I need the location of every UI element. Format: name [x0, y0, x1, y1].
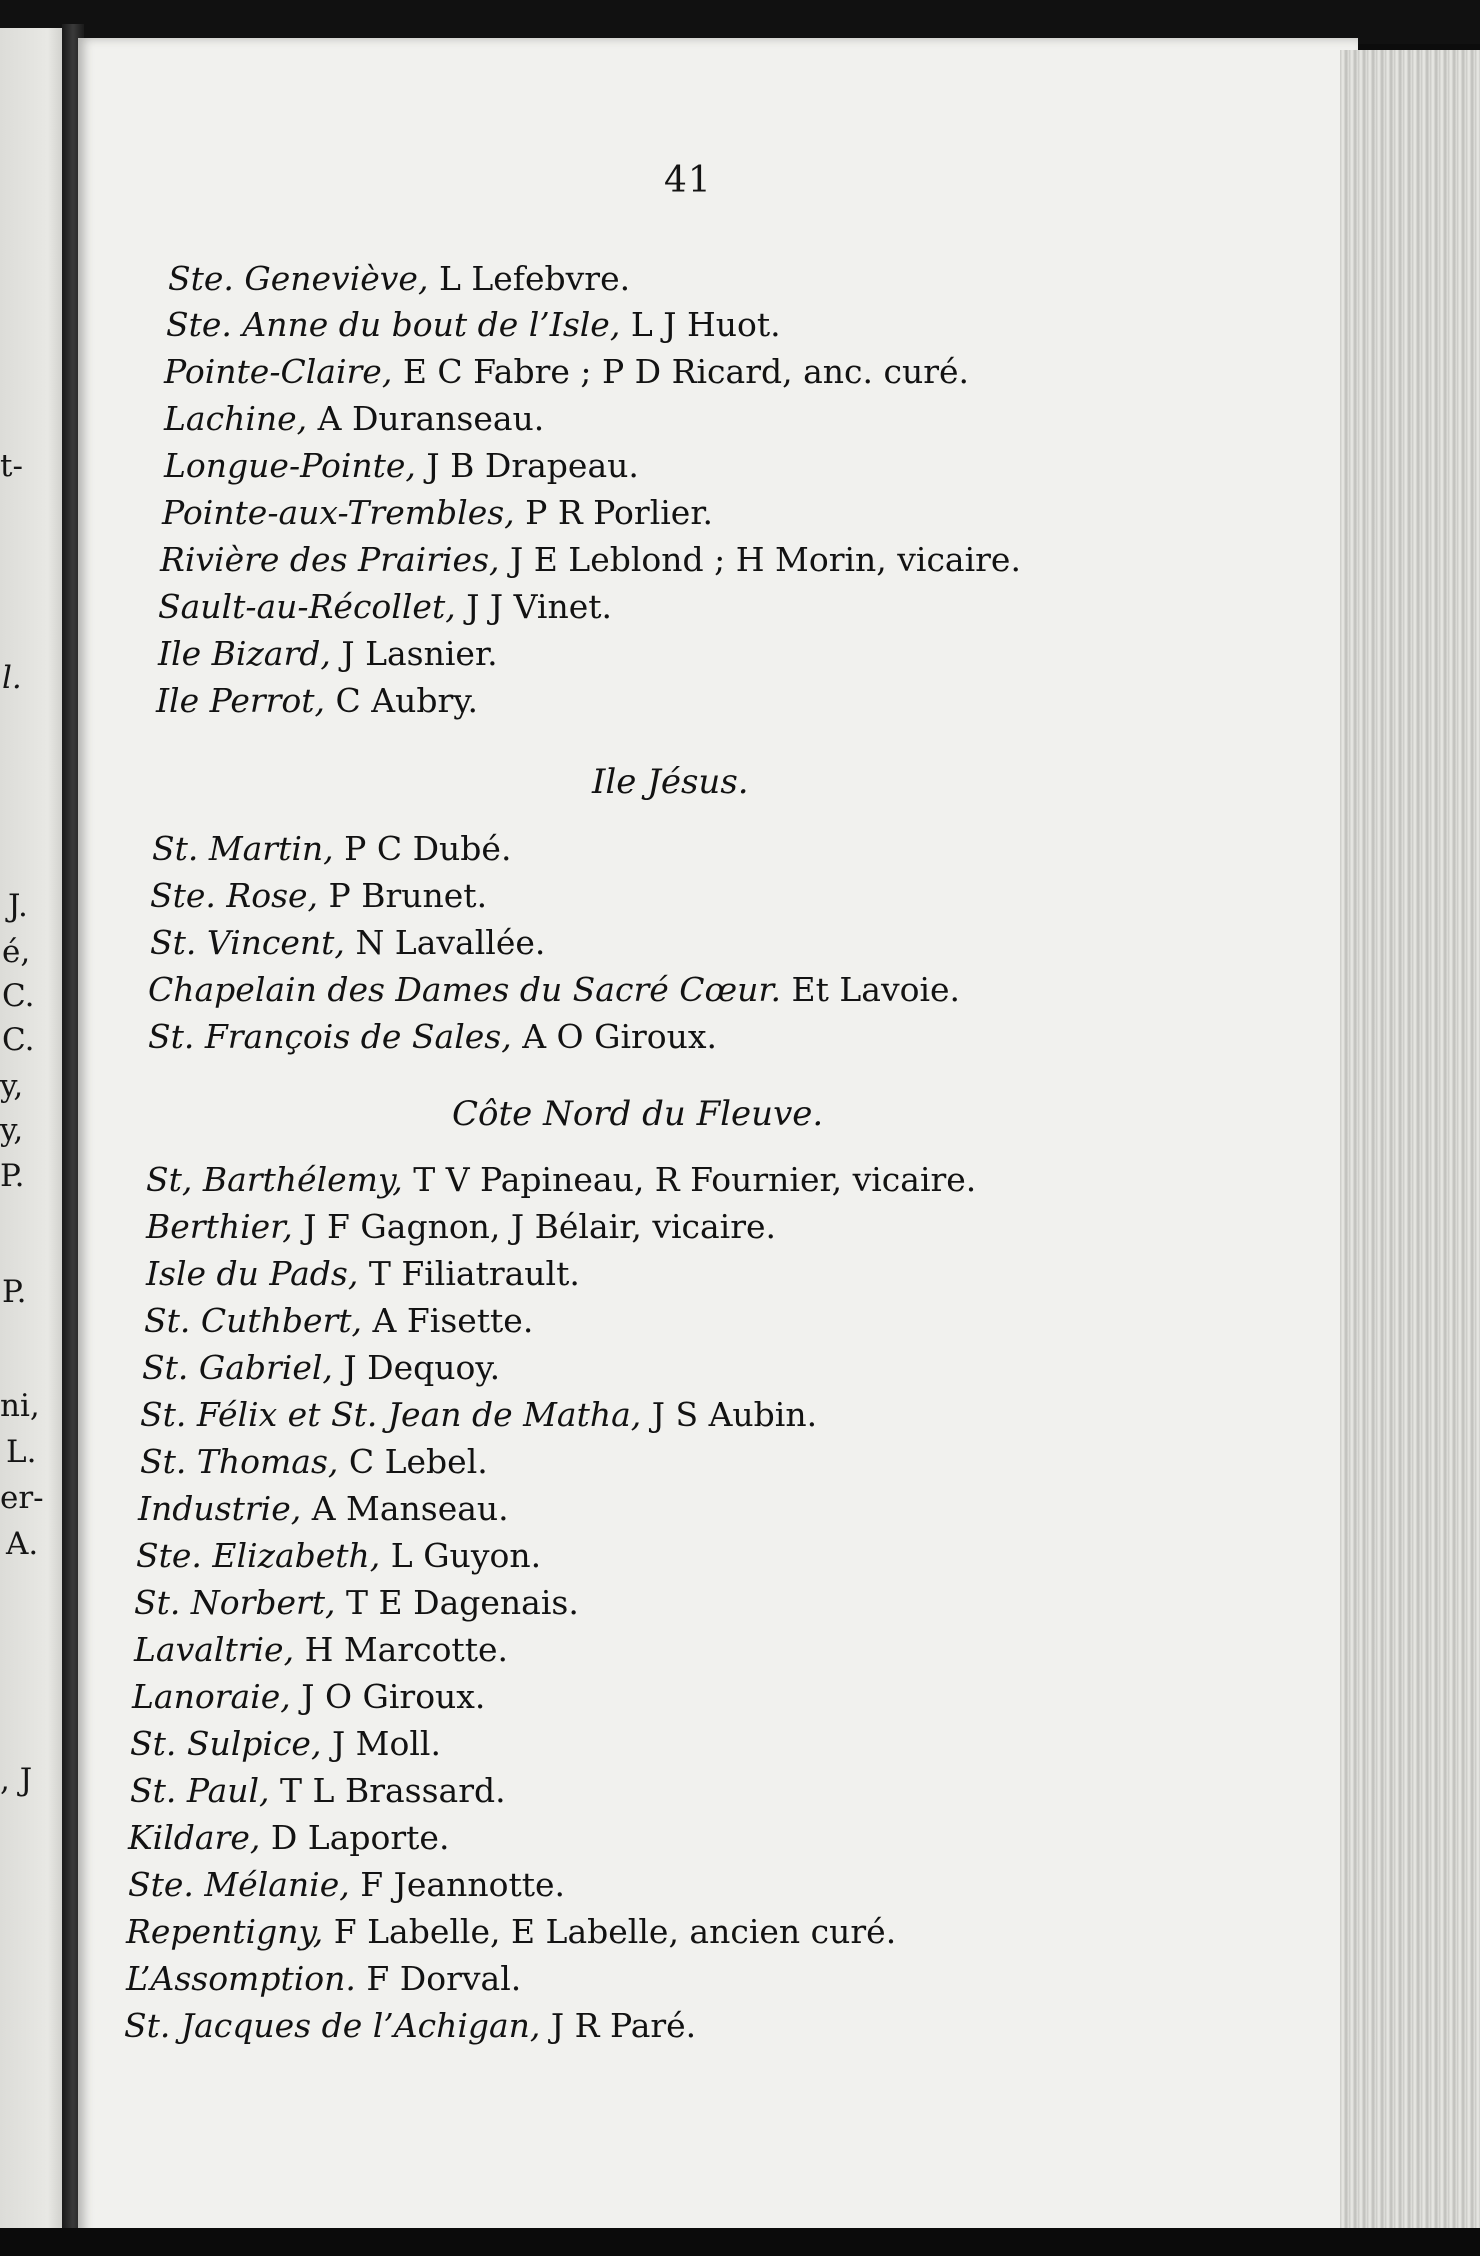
left-page-fragment: P. — [0, 1158, 25, 1194]
place-name: Repentigny, — [126, 1912, 324, 1951]
directory-entry — [156, 681, 479, 720]
section-heading: Ile Jésus. — [592, 762, 749, 802]
left-page-fragment: L. — [6, 1434, 37, 1470]
clergy-names: Et Lavoie. — [791, 970, 961, 1009]
directory-entry — [140, 1442, 488, 1481]
clergy-names: L J Huot. — [630, 305, 781, 344]
directory-entry — [160, 540, 1021, 579]
clergy-names: J S Aubin. — [651, 1395, 818, 1434]
place-name: Isle du Pads, — [146, 1254, 359, 1293]
left-page-fragment: l. — [2, 660, 22, 696]
clergy-names: J Moll. — [331, 1724, 441, 1763]
place-name: Lachine, — [164, 399, 308, 438]
clergy-names: A O Giroux. — [522, 1017, 717, 1056]
clergy-names: T V Papineau, R Fournier, vicaire. — [413, 1160, 977, 1199]
clergy-names: J F Gagnon, J Bélair, vicaire. — [303, 1207, 777, 1246]
clergy-names: J B Drapeau. — [426, 446, 639, 485]
clergy-names: L Guyon. — [390, 1536, 542, 1575]
left-page-fragment: é, — [2, 934, 31, 970]
directory-entry — [146, 1160, 977, 1199]
clergy-names: A Duranseau. — [317, 399, 545, 438]
page-number: 41 — [664, 160, 712, 201]
left-page-fragment: ni, — [0, 1388, 40, 1424]
directory-entry — [148, 970, 961, 1009]
directory-entry — [126, 1912, 897, 1951]
scan-bottom-border — [0, 2228, 1480, 2256]
directory-entry — [152, 829, 512, 868]
directory-entry — [138, 1489, 509, 1528]
directory-entry — [158, 634, 498, 673]
clergy-names: P R Porlier. — [525, 493, 713, 532]
place-name: Rivière des Prairies, — [160, 540, 500, 579]
clergy-names: J J Vinet. — [466, 587, 612, 626]
directory-entry — [134, 1630, 508, 1669]
clergy-names: H Marcotte. — [304, 1630, 508, 1669]
place-name: Chapelain des Dames du Sacré Cœur. — [148, 970, 782, 1009]
directory-entry — [124, 2006, 697, 2045]
clergy-names: L Lefebvre. — [438, 259, 631, 298]
left-page-fragment: y, — [0, 1068, 24, 1104]
place-name: St. Sulpice, — [130, 1724, 322, 1763]
directory-entry — [148, 1017, 717, 1056]
clergy-names: N Lavallée. — [355, 923, 546, 962]
directory-entry — [140, 1395, 818, 1434]
left-page-fragment: , J — [0, 1762, 33, 1798]
directory-entry — [126, 1959, 522, 1998]
place-name: St. Jacques de l’Achigan, — [124, 2006, 541, 2045]
directory-entry — [168, 259, 631, 298]
place-name: Lavaltrie, — [134, 1630, 295, 1669]
place-name: St. Gabriel, — [142, 1348, 333, 1387]
place-name: Longue-Pointe, — [164, 446, 416, 485]
directory-entry — [130, 1724, 441, 1763]
place-name: Industrie, — [138, 1489, 302, 1528]
place-name: St. Thomas, — [140, 1442, 339, 1481]
place-name: L’Assomption. — [126, 1959, 356, 1998]
directory-entry — [146, 1207, 777, 1246]
place-name: St, Barthélemy, — [146, 1160, 403, 1199]
directory-entry — [162, 493, 713, 532]
clergy-names: T Filiatrault. — [368, 1254, 580, 1293]
place-name: Berthier, — [146, 1207, 293, 1246]
clergy-names: E C Fabre ; P D Ricard, anc. curé. — [402, 352, 969, 391]
clergy-names: T L Brassard. — [280, 1771, 506, 1810]
clergy-names: D Laporte. — [270, 1818, 450, 1857]
clergy-names: A Manseau. — [311, 1489, 509, 1528]
clergy-names: J Lasnier. — [341, 634, 498, 673]
place-name: Ste. Rose, — [150, 876, 319, 915]
place-name: Ile Perrot, — [156, 681, 326, 720]
clergy-names: P Brunet. — [328, 876, 488, 915]
directory-entry — [150, 876, 488, 915]
clergy-names: T E Dagenais. — [346, 1583, 579, 1622]
directory-entry — [146, 1254, 580, 1293]
place-name: Lanoraie, — [132, 1677, 291, 1716]
left-page-fragment: P. — [2, 1274, 27, 1310]
place-name: Kildare, — [128, 1818, 261, 1857]
place-name: Ile Bizard, — [158, 634, 331, 673]
place-name: Pointe-Claire, — [164, 352, 393, 391]
directory-entry — [128, 1865, 566, 1904]
clergy-names: C Lebel. — [348, 1442, 488, 1481]
directory-entry — [136, 1536, 542, 1575]
directory-entry — [132, 1677, 486, 1716]
place-name: St. Cuthbert, — [144, 1301, 363, 1340]
directory-entry — [158, 587, 612, 626]
clergy-names: J R Paré. — [550, 2006, 697, 2045]
directory-entry — [134, 1583, 579, 1622]
clergy-names: F Dorval. — [366, 1959, 522, 1998]
place-name: Pointe-aux-Trembles, — [162, 493, 515, 532]
place-name: Ste. Anne du bout de l’Isle, — [166, 305, 621, 344]
left-page-fragment: C. — [2, 1022, 35, 1058]
left-page-fragment: A. — [6, 1526, 39, 1562]
place-name: St. Vincent, — [150, 923, 345, 962]
place-name: St. Paul, — [130, 1771, 270, 1810]
directory-entry — [130, 1771, 506, 1810]
directory-entry — [164, 399, 545, 438]
left-page-fragment: y, — [0, 1112, 24, 1148]
clergy-names: P C Dubé. — [344, 829, 512, 868]
clergy-names: F Jeannotte. — [360, 1865, 566, 1904]
directory-entry — [166, 305, 781, 344]
directory-entry — [164, 446, 639, 485]
place-name: St. Félix et St. Jean de Matha, — [140, 1395, 642, 1434]
left-page-fragment: C. — [2, 978, 35, 1014]
directory-entry — [150, 923, 546, 962]
directory-entry — [164, 352, 969, 391]
directory-entry — [142, 1348, 501, 1387]
left-page-fragment: t- — [0, 448, 23, 484]
clergy-names: F Labelle, E Labelle, ancien curé. — [333, 1912, 897, 1951]
directory-entry — [128, 1818, 450, 1857]
place-name: Ste. Geneviève, — [168, 259, 429, 298]
left-page-fragment: J. — [8, 888, 28, 924]
place-name: St. Martin, — [152, 829, 334, 868]
directory-entry — [144, 1301, 534, 1340]
clergy-names: A Fisette. — [372, 1301, 534, 1340]
clergy-names: J Dequoy. — [343, 1348, 501, 1387]
clergy-names: J O Giroux. — [301, 1677, 486, 1716]
page-stack-edge — [1340, 50, 1480, 2256]
left-page-fragment: er- — [0, 1480, 44, 1516]
place-name: St. Norbert, — [134, 1583, 336, 1622]
clergy-names: J E Leblond ; H Morin, vicaire. — [510, 540, 1021, 579]
clergy-names: C Aubry. — [335, 681, 479, 720]
section-heading: Côte Nord du Fleuve. — [452, 1094, 824, 1134]
place-name: St. François de Sales, — [148, 1017, 512, 1056]
place-name: Ste. Mélanie, — [128, 1865, 350, 1904]
place-name: Sault-au-Récollet, — [158, 587, 456, 626]
place-name: Ste. Elizabeth, — [136, 1536, 381, 1575]
